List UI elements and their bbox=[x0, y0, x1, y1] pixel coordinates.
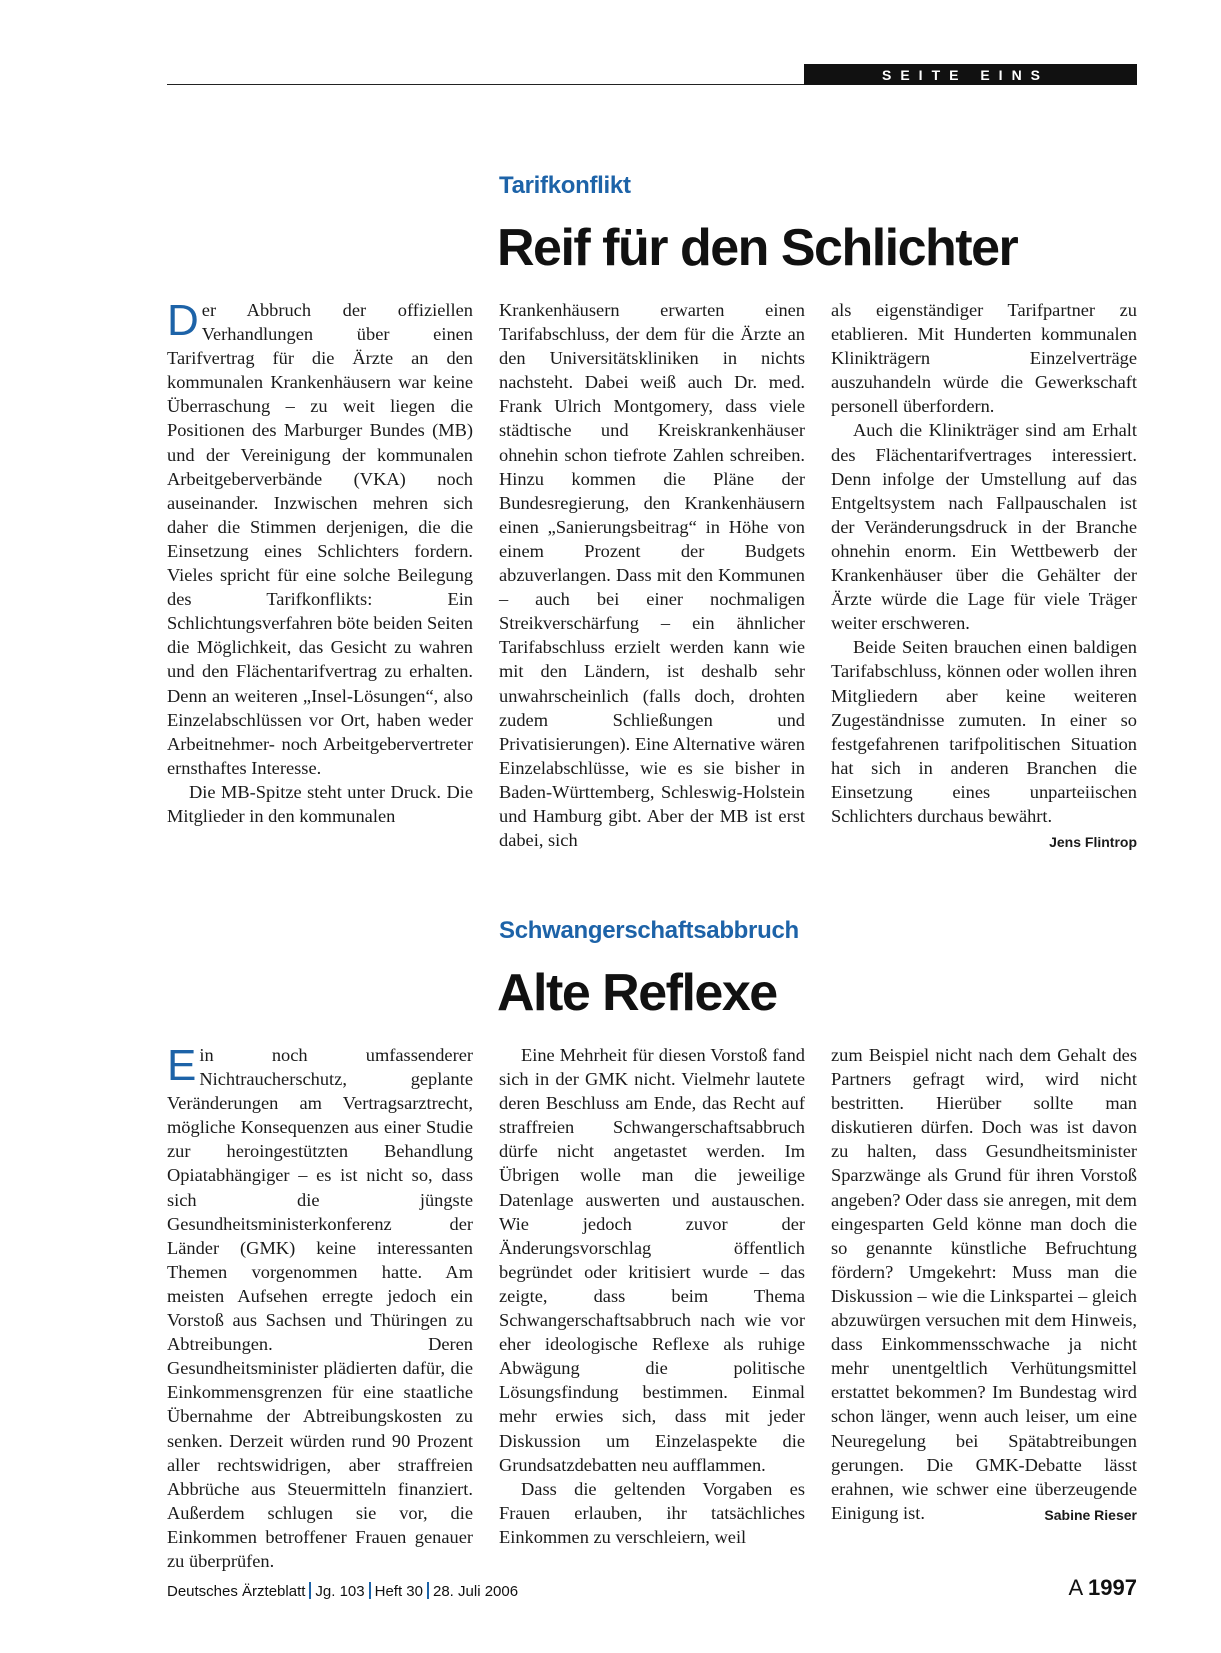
article2-column-2 bbox=[499, 1043, 805, 1549]
page-number bbox=[1068, 1575, 1137, 1601]
article1-author: Jens Flintrop bbox=[1049, 834, 1137, 851]
separator bbox=[427, 1582, 429, 1599]
article2-col2-para2: Dass die geltenden Vorgaben es Frauen erlauben, ihr tatsächliches Einkommen zu verschleiern, weil bbox=[499, 1478, 805, 1547]
dropcap: D bbox=[167, 296, 199, 345]
volume: Jg. 103 bbox=[315, 1583, 365, 1600]
article2-col1-para1 bbox=[167, 1043, 473, 1573]
article2-col1-text1: in noch umfassenderer Nichtraucherschutz, geplante Veränderungen am Vertragsarztrecht, mögliche Konsequenzen aus einer Studie zur heroingestützten Behandlung Opiatabhängiger – es ist nicht so, dass sich die jüngste Gesundheitsministerkonferenz der Länder (GMK) keine interessanten Themen vorgenommen hatte. Am meisten Aufsehen erregte jedoch ein Vorstoß aus Sachsen und Thüringen zu Abtreibungen. Deren Gesundheitsminister plädierten dafür, die Einkommensgrenzen für eine staatliche Übernahme der Abtreibungskosten zu senken. Derzeit würden rund 90 Prozent aller rechtswidrigen, aber straffreien Abbrüche aus Steuermitteln finanziert. Außerdem schlugen sie vor, die Einkommen betroffener Frauen genauer zu überprüfen. bbox=[167, 1045, 473, 1571]
article1-col1-para1 bbox=[167, 298, 473, 780]
page-number-value: 1997 bbox=[1088, 1575, 1137, 1600]
article1-col3-para3 bbox=[831, 635, 1137, 851]
article1-col1-text1: er Abbruch der offiziellen Verhandlungen über einen Tarifvertrag für die Ärzte an den kommunalen Krankenhäusern war keine Überraschung – zu weit liegen die Positionen des Marburger Bundes (MB) und der Vereinigung der kommunalen Arbeitgeberverbände (VKA) noch auseinander. Inzwischen mehren sich daher die Stimmen derjenigen, die die Einsetzung eines Schlichters fordern. Vieles spricht für eine solche Beilegung des Tarifkonflikts: Ein Schlichtungsverfahren böte beiden Seiten die Möglichkeit, das Gesicht zu wahren und den Flächentarifvertrag zu erhalten. Denn an weiteren „Insel-Lösungen“, also Einzelabschlüssen vor Ort, haben weder Arbeitnehmer- noch Arbeitgebervertreter ernsthaftes Interesse. bbox=[167, 300, 473, 778]
article1-col3-para2: Auch die Klinikträger sind am Erhalt des Flächentarifvertrages interessiert. Denn infolge der Umstellung auf das Entgeltsystem nach Fallpauschalen ist der Veränderungsdruck in der Branche ohnehin enorm. Ein Wettbewerb der Krankenhäuser über die Gehälter der Ärzte würde die Lage für viele Träger weiter erschweren. bbox=[831, 420, 1137, 634]
page-prefix: A bbox=[1068, 1575, 1082, 1600]
dropcap: E bbox=[167, 1041, 197, 1090]
article2-kicker: Schwangerschaftsabbruch bbox=[499, 917, 799, 944]
article1-column-2 bbox=[499, 298, 805, 852]
article1-col1-para2: Die MB-Spitze steht unter Druck. Die Mitglieder in den kommunalen bbox=[167, 781, 473, 826]
separator bbox=[369, 1582, 371, 1599]
separator bbox=[309, 1582, 311, 1599]
article1-col3-para1: als eigenständiger Tarifpartner zu etablieren. Mit Hunderten kommunalen Klinikträgern Einzelverträge auszuhandeln würde die Gewerkschaft personell überfordern. bbox=[831, 300, 1137, 417]
journal-name: Deutsches Ärzteblatt bbox=[167, 1583, 306, 1600]
article2-col2-para1: Eine Mehrheit für diesen Vorstoß fand sich in der GMK nicht. Vielmehr lautete deren Beschluss am Ende, das Recht auf straffreien Schwangerschaftsabbruch dürfe nicht angetastet werden. Im Übrigen wolle man die jeweilige Datenlage auswerten und austauschen. Wie jedoch zuvor der Änderungsvorschlag öffentlich begründet oder kritisiert wurde – das zeigte, dass beim Thema Schwangerschaftsabbruch nach wie vor eher ideologische Reflexe als ruhige Abwägung die politische Lösungsfindung bestimmen. Einmal mehr erwies sich, dass mit jeder Diskussion um Einzelaspekte die Grundsatzdebatten neu aufflammen. bbox=[499, 1045, 805, 1475]
article1-headline: Reif für den Schlichter bbox=[497, 219, 1018, 277]
footer-citation bbox=[167, 1582, 518, 1600]
article2-column-3 bbox=[831, 1043, 1137, 1527]
article2-headline: Alte Reflexe bbox=[497, 964, 777, 1022]
article2-col3-para1 bbox=[831, 1043, 1137, 1525]
issue-date: 28. Juli 2006 bbox=[433, 1583, 519, 1600]
article2-col3-text1: zum Beispiel nicht nach dem Gehalt des Partners gefragt wird, wird nicht bestritten. Hierüber sollte man diskutieren dürfen. Doch was ist davon zu halten, dass Gesundheitsminister Sparzwänge als Grund für ihren Vorstoß angeben? Oder dass sie anregen, mit dem eingesparten Geld könne man doch die so genannte künstliche Befruchtung fördern? Umgekehrt: Muss man die Diskussion – wie die Linkspartei – gleich abzuwürgen versuchen mit dem Hinweis, dass Einkommensschwache ja nicht mehr unentgeltlich Verhütungsmittel erstattet bekommen? Im Bundestag wird schon länger, wenn auch leiser, um eine Neuregelung bei Spätabtreibungen gerungen. Die GMK-Debatte lässt erahnen, wie schwer eine überzeugende Einigung ist. bbox=[831, 1045, 1137, 1523]
article1-column-3 bbox=[831, 298, 1137, 854]
issue: Heft 30 bbox=[374, 1583, 423, 1600]
article2-author: Sabine Rieser bbox=[1044, 1506, 1137, 1523]
article1-kicker: Tarifkonflikt bbox=[499, 172, 631, 199]
section-label: SEITE EINS bbox=[804, 64, 1137, 85]
article1-column-1 bbox=[167, 298, 473, 828]
article1-col2-para1: Krankenhäusern erwarten einen Tarifabschluss, der dem für die Ärzte an den Universitätskliniken in nichts nachsteht. Dabei weiß auch Dr. med. Frank Ulrich Montgomery, dass viele städtische und Kreiskrankenhäuser ohnehin schon tiefrote Zahlen schreiben. Hinzu kommen die Pläne der Bundesregierung, den Krankenhäusern einen „Sanierungsbeitrag“ in Höhe von einem Prozent der Budgets abzuverlangen. Dass mit den Kommunen – auch bei einer nochmaligen Streikverschärfung – ein ähnlicher Tarifabschluss erzielt werden kann wie mit den Ländern, ist deshalb sehr unwahrscheinlich (falls doch, drohten zudem Schließungen und Privatisierungen). Eine Alternative wären Einzelabschlüsse, wie es sie bisher in Baden-Württemberg, Schleswig-Holstein und Hamburg gibt. Aber der MB ist erst dabei, sich bbox=[499, 300, 805, 851]
article2-column-1 bbox=[167, 1043, 473, 1573]
article1-col3-text3: Beide Seiten brauchen einen baldigen Tarifabschluss, können oder wollen ihren Mitgliedern aber keine weiteren Zugeständnisse zumuten. In einer so festgefahrenen tarifpolitischen Situation hat sich in anderen Branchen die Einsetzung eines unparteiischen Schlichters durchaus bewährt. bbox=[831, 637, 1137, 826]
